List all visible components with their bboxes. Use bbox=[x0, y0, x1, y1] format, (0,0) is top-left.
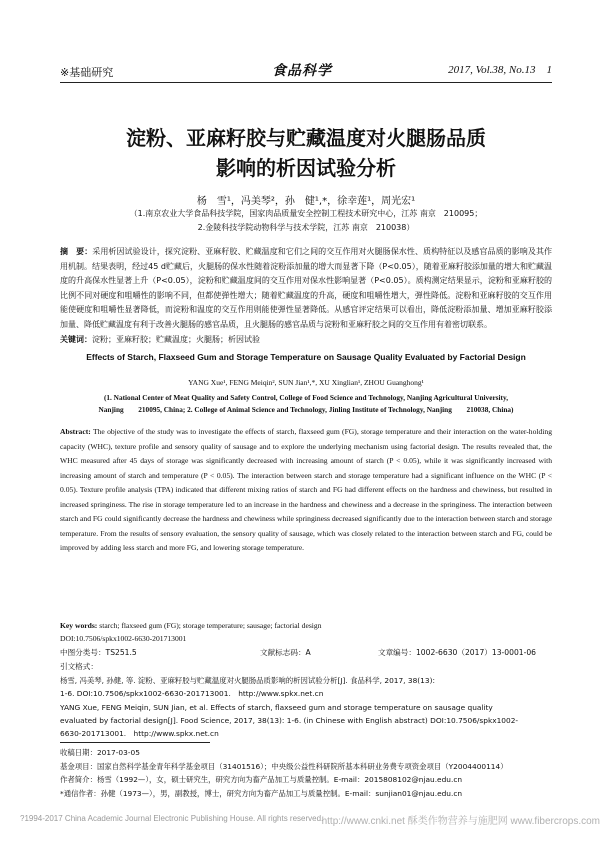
abstract-cn-text: 采用析因试验设计，探究淀粉、亚麻籽胶、贮藏温度和它们之间的交互作用对火腿肠保水性、质构特征以及感官品质的影响及其作用机制。结果表明，经过45 d贮藏后，火腿肠的保水性随着淀粉添加量的增大而显著下降（P<0.05），随着亚麻籽胶添加量的增大和贮藏温度的升高保水性显著上升（P<0.05），淀粉和贮藏温度间的交互作用对保水性影响显著（P<0.05）。质构测定结果显示，淀粉和亚麻籽胶的比例不同对硬度和咀嚼性的影响不同，但都使弹性增大；随着贮藏温度的升高，硬度和咀嚼性增大，弹性降低。淀粉和亚麻籽胶的交互作用能使硬度和咀嚼性显著降低，而淀粉和温度的交互作用则能使弹性显著降低。从感官评定结果可以看出，降低淀粉添加量、增加亚麻籽胶添加量、降低贮藏温度有利于改善火腿肠的感官品质，且火腿肠的感官品质与淀粉和亚麻籽胶之间的交互作用有着密切联系。 bbox=[60, 247, 553, 329]
page-number: 1 bbox=[546, 64, 552, 76]
doi: DOI:10.7506/spkx1002-6630-201713001 bbox=[60, 634, 187, 643]
keywords-en bbox=[60, 621, 322, 630]
fund-info: 基金项目：国家自然科学基金青年科学基金项目（31401516）；中央级公益性科研院所基本科研业务费专项资金项目（Y2004400114） bbox=[60, 762, 508, 771]
journal-logo: 食品科学 bbox=[272, 63, 332, 79]
abstract-en bbox=[60, 425, 552, 556]
keywords-cn bbox=[60, 334, 260, 345]
citation-label: 引文格式： bbox=[60, 662, 98, 671]
received-date: 收稿日期：2017-03-05 bbox=[60, 748, 140, 757]
affiliation-en-line1: (1. National Center of Meat Quality and Safety Control, College of Food Science and Technology, Nanjing Agricultural University, bbox=[103, 393, 509, 402]
citation-en-line2: evaluated by factorial design[J]. Food Science, 2017, 38(13): 1-6. (in Chinese with English abstract) DOI:10.7506/spkx1002- bbox=[60, 716, 519, 725]
title-cn-line2: 影响的析因试验分析 bbox=[216, 156, 396, 180]
authors-en: YANG Xue¹, FENG Meiqin², SUN Jian¹,*, XU Xinglian¹, ZHOU Guanghong¹ bbox=[188, 378, 424, 387]
citation-cn-line2: 1-6. DOI:10.7506/spkx1002-6630-201713001. http://www.spkx.net.cn bbox=[60, 689, 324, 698]
keywords-en-label: Key words: bbox=[60, 621, 98, 630]
title-cn-line1: 淀粉、亚麻籽胶与贮藏温度对火腿肠品质 bbox=[126, 126, 486, 150]
affiliations-en bbox=[60, 392, 552, 416]
author-intro: 作者简介：杨雪（1992—），女，硕士研究生，研究方向为畜产品加工与质量控制。E-mail：2015808102@njau.edu.cn bbox=[60, 775, 463, 784]
document-code: 文献标志码：A bbox=[260, 648, 311, 657]
authors-cn: 杨 雪¹，冯美琴²，孙 健¹,*，徐幸莲¹，周光宏¹ bbox=[196, 196, 416, 207]
clc-number: 中图分类号：TS251.5 bbox=[60, 648, 137, 657]
keywords-cn-text: 淀粉；亚麻籽胶；贮藏温度；火腿肠；析因试验 bbox=[92, 335, 260, 344]
abstract-cn-label: 摘 要： bbox=[60, 247, 93, 256]
citation-en-line3: 6630-201713001. http://www.spkx.net.cn bbox=[60, 729, 219, 738]
citation-cn-line1: 杨雪, 冯美琴, 孙健, 等. 淀粉、亚麻籽胶与贮藏温度对火腿肠品质影响的析因试验分析[J]. 食品科学, 2017, 38(13): bbox=[60, 676, 435, 685]
header-rule bbox=[60, 82, 552, 83]
header-section: ※基础研究 bbox=[60, 66, 114, 79]
article-number: 文章编号：1002-6630（2017）13-0001-06 bbox=[378, 648, 537, 657]
affiliation-cn-line1: （1.南京农业大学食品科技学院，国家肉品质量安全控制工程技术研究中心，江苏 南京 210095； bbox=[129, 209, 483, 218]
citation-en-line1: YANG Xue, FENG Meiqin, SUN Jian, et al. Effects of starch, flaxseed gum and storage temperature on sausage quality bbox=[60, 703, 493, 712]
corresponding-author: *通信作者：孙健（1973—），男，副教授，博士，研究方向为畜产品加工与质量控制。E-mail：sunjian01@njau.edu.cn bbox=[60, 789, 463, 798]
title-en: Effects of Starch, Flaxseed Gum and Storage Temperature on Sausage Quality Evaluated by Factorial Design bbox=[86, 352, 526, 362]
copyright-notice: ?1994-2017 China Academic Journal Electronic Publishing House. All rights reserved. bbox=[20, 814, 324, 823]
keywords-cn-label: 关键词： bbox=[60, 335, 92, 344]
issue-info: 2017, Vol.38, No.13 bbox=[448, 64, 536, 76]
abstract-cn bbox=[60, 245, 552, 333]
footnote-rule bbox=[60, 742, 210, 743]
affiliation-en-line2: Nanjing 210095, China; 2. College of Animal Science and Technology, Jinling Institute of Technology, Nanjing 210038, China) bbox=[98, 405, 514, 414]
affiliation-cn-line2: 2.金陵科技学院动物科学与技术学院，江苏 南京 210038） bbox=[197, 223, 415, 232]
keywords-en-text: starch; flaxseed gum (FG); storage temperature; sausage; factorial design bbox=[99, 621, 322, 630]
header-issue bbox=[448, 64, 552, 76]
abstract-en-text: The objective of the study was to investigate the effects of starch, flaxseed gum (FG), storage temperature and their interaction on the water-holding capacity (WHC), texture profile and sensory quality of sausage and to explore the underlying mechanism using factorial design. The results revealed that, the WHC measured after 45 days of storage was significantly decreased with increasing amount of starch (P < 0.05), while it was significantly increased with increasing amount of starch and temperature (P < 0.05). The interaction between starch and storage temperature had a significant influence on the WHC (P < 0.05). Texture profile analysis (TPA) indicated that different mixing ratios of starch and FG had different effects on the hardness and chewiness, but resulted in increased springiness. The rise in storage temperature led to an increase in the hardness and chewiness and a decrease in the springiness. The interaction between starch and FG could significantly decrease the hardness and chewiness while springiness decreased significantly due to the interaction between starch and storage temperature. From the results of sensory evaluation, the sensory quality of sausage, which was closely related to the interaction between starch and FG, could be improved by adding less starch and more FG, and lowering storage temperature. bbox=[60, 427, 552, 552]
watermark-site: http://www.cnki.net 酥类作物营养与施肥网 www.fibercrops.com bbox=[321, 816, 600, 827]
abstract-en-label: Abstract: bbox=[60, 427, 91, 436]
